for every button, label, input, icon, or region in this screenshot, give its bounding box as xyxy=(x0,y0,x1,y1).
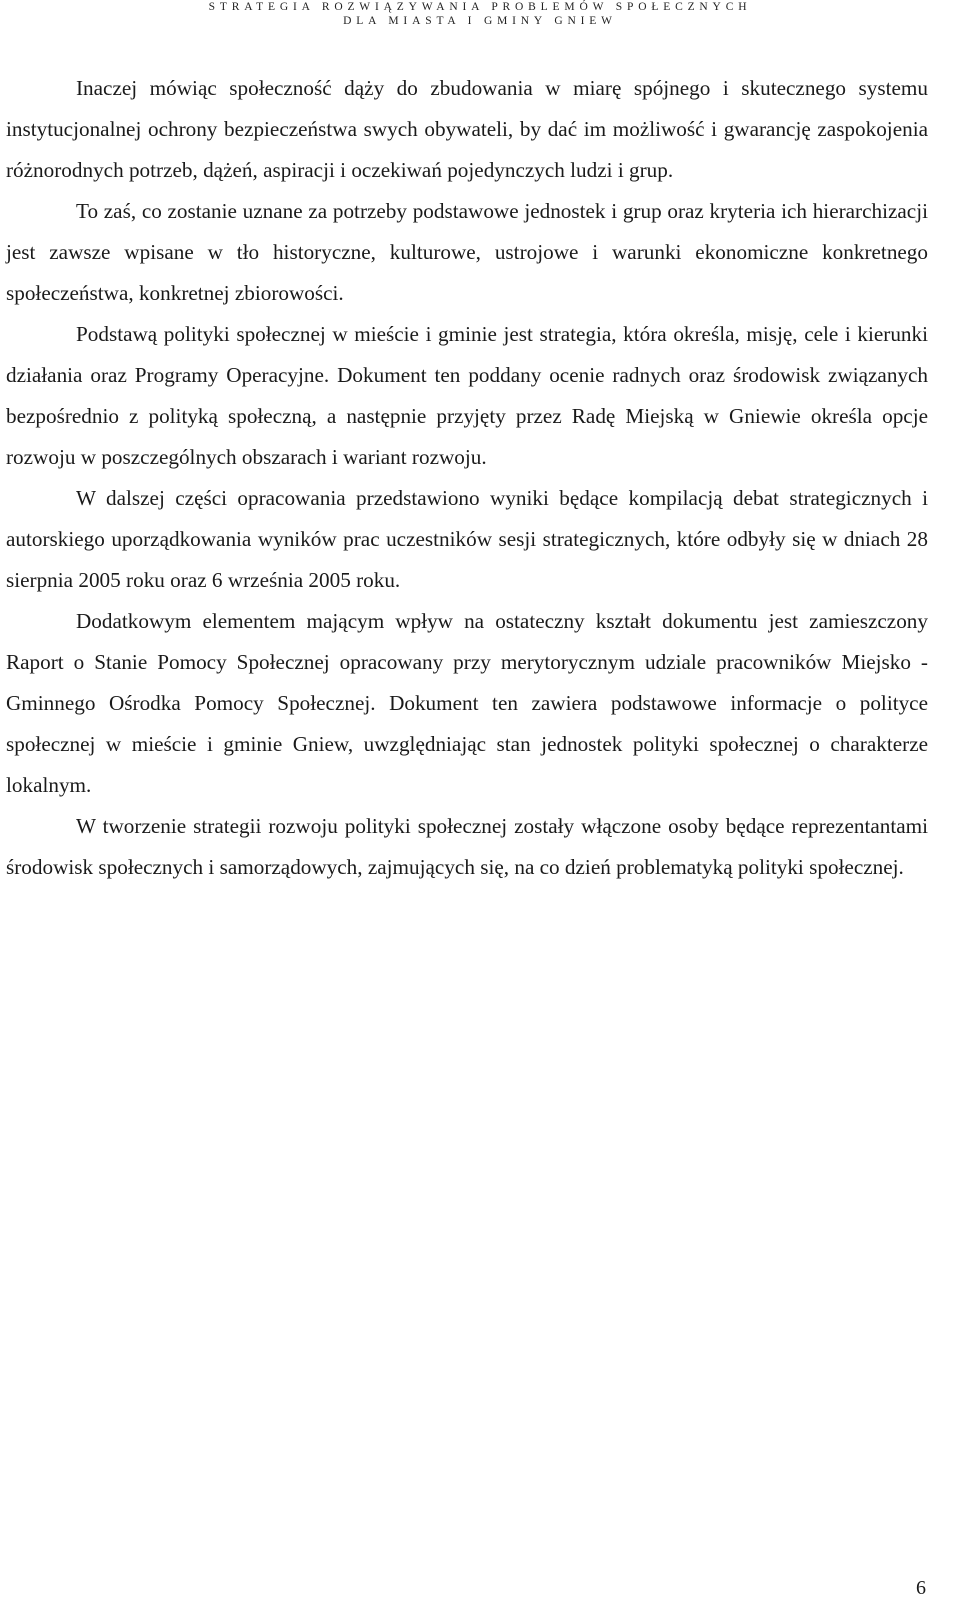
paragraph-3: Podstawą polityki społecznej w mieście i gminie jest strategia, która określa, misję, cele i kierunki działania oraz Programy Operacyjne. Dokument ten poddany ocenie radnych oraz środowisk związanych bezpośrednio z polityką społeczną, a następnie przyjęty przez Radę Miejską w Gniewie określa opcje rozwoju w poszczególnych obszarach i wariant rozwoju. xyxy=(6,322,928,469)
page-number: 6 xyxy=(916,1577,926,1599)
paragraph-1: Inaczej mówiąc społeczność dąży do zbudowania w miarę spójnego i skutecznego systemu instytucjonalnej ochrony bezpieczeństwa swych obywateli, by dać im możliwość i gwarancję zaspokojenia różnorodnych potrzeb, dążeń, aspiracji i oczekiwań pojedynczych ludzi i grup. xyxy=(6,76,928,182)
document-body xyxy=(6,68,928,888)
header-title-line1: STRATEGIA ROZWIĄZYWANIA PROBLEMÓW SPOŁECZNYCH xyxy=(208,1,752,13)
paragraph-5: Dodatkowym elementem mającym wpływ na ostateczny kształt dokumentu jest zamieszczony Raport o Stanie Pomocy Społecznej opracowany przy merytorycznym udziale pracowników Miejsko - Gminnego Ośrodka Pomocy Społecznej. Dokument ten zawiera podstawowe informacje o polityce społecznej w mieście i gminie Gniew, uwzględniając stan jednostek polityki społecznej o charakterze lokalnym. xyxy=(6,609,928,797)
paragraph-4: W dalszej części opracowania przedstawiono wyniki będące kompilacją debat strategicznych i autorskiego uporządkowania wyników prac uczestników sesji strategicznych, które odbyły się w dniach 28 sierpnia 2005 roku oraz 6 września 2005 roku. xyxy=(6,486,928,592)
paragraph-6: W tworzenie strategii rozwoju polityki społecznej zostały włączone osoby będące reprezentantami środowisk społecznych i samorządowych, zajmujących się, na co dzień problematyką polityki społecznej. xyxy=(6,814,928,879)
paragraph-2: To zaś, co zostanie uznane za potrzeby podstawowe jednostek i grup oraz kryteria ich hierarchizacji jest zawsze wpisane w tło historyczne, kulturowe, ustrojowe i warunki ekonomiczne konkretnego społeczeństwa, konkretnej zbiorowości. xyxy=(6,199,928,305)
header-title-line2: DLA MIASTA I GMINY GNIEW xyxy=(343,15,617,27)
page-header xyxy=(0,0,960,28)
